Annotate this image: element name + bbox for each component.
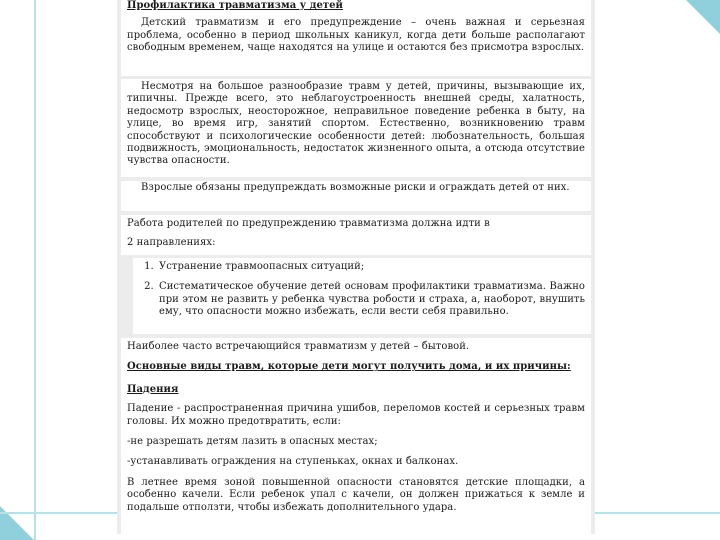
paragraph-parents-line1: Работа родителей по предупреждению травматизма должна идти в [127,218,490,229]
document-scan [117,0,595,534]
common-injury-text: Наиболее часто встречающийся травматизм у детей – бытовой. [127,341,470,352]
main-types-heading: Основные виды травм, которые дети могут получить дома, и их причины: [127,361,571,373]
left-border-line [34,0,36,540]
adults-block [121,181,591,211]
paragraph-causes: Несмотря на большое разнообразие травм у детей, причины, вызывающие их, типичны. Прежде всего, это неблагоустроенность внешней среды, халатность, недосмотр взрослых, неосторожное, неправильное поведение ребенка в быту, на улице, во время игр, занятий спортом. Естественно, возникновению травм способствуют и психологические особенности детей: любознательность, большая подвижность, эмоциональность, недостаток жизненного опыта, а отсюда отсутствие чувства опасности. [127,81,585,167]
falls-heading: Падения [127,383,179,395]
falls-text: Падение - распространенная причина ушибов, переломов костей и серьезных травм головы. Их можно предотвратить, если: [127,403,585,427]
corner-decoration-top-right [686,0,720,34]
document-title: Профилактика травматизма у детей [127,0,343,11]
falls-rule-railings: -устанавливать ограждения на ступеньках, окнах и балконах. [127,456,459,468]
paragraph-parents-line2: 2 направлениях: [127,237,216,249]
directions-list-block [133,258,591,334]
paragraph-intro: Детский травматизм и его предупреждение – очень важная и серьезная проблема, особенно в период школьных каникул, когда дети больше располагают свободным временем, чаще находятся на улице и остаются без присмотра взрослых. [127,17,585,54]
falls-rule-climbing: -не разрешать детям лазить в опасных местах; [127,436,378,448]
causes-block [121,79,591,177]
household-block [121,338,591,534]
summer-playground-text: В летнее время зоной повышенной опасности становятся детские площадки, а особенно качели. Если ребенок упал с качели, он должен прижаться к земле и подальше отползти, чтобы избежать дополнительного удара. [127,476,585,513]
parents-block [121,215,591,255]
intro-block [121,0,591,76]
list-item: 2. Систематическое обучение детей основам профилактики травматизма. Важно при этом не развить у ребенка чувства робости и страха, а, наоборот, внушить ему, что опасности можно избежать, если вести себя правильно. [157,281,585,318]
list-item: 1. Устранение травмоопасных ситуаций; [157,261,585,273]
directions-list [133,261,585,319]
paragraph-adults: Взрослые обязаны предупреждать возможные риски и ограждать детей от них. [141,182,570,193]
